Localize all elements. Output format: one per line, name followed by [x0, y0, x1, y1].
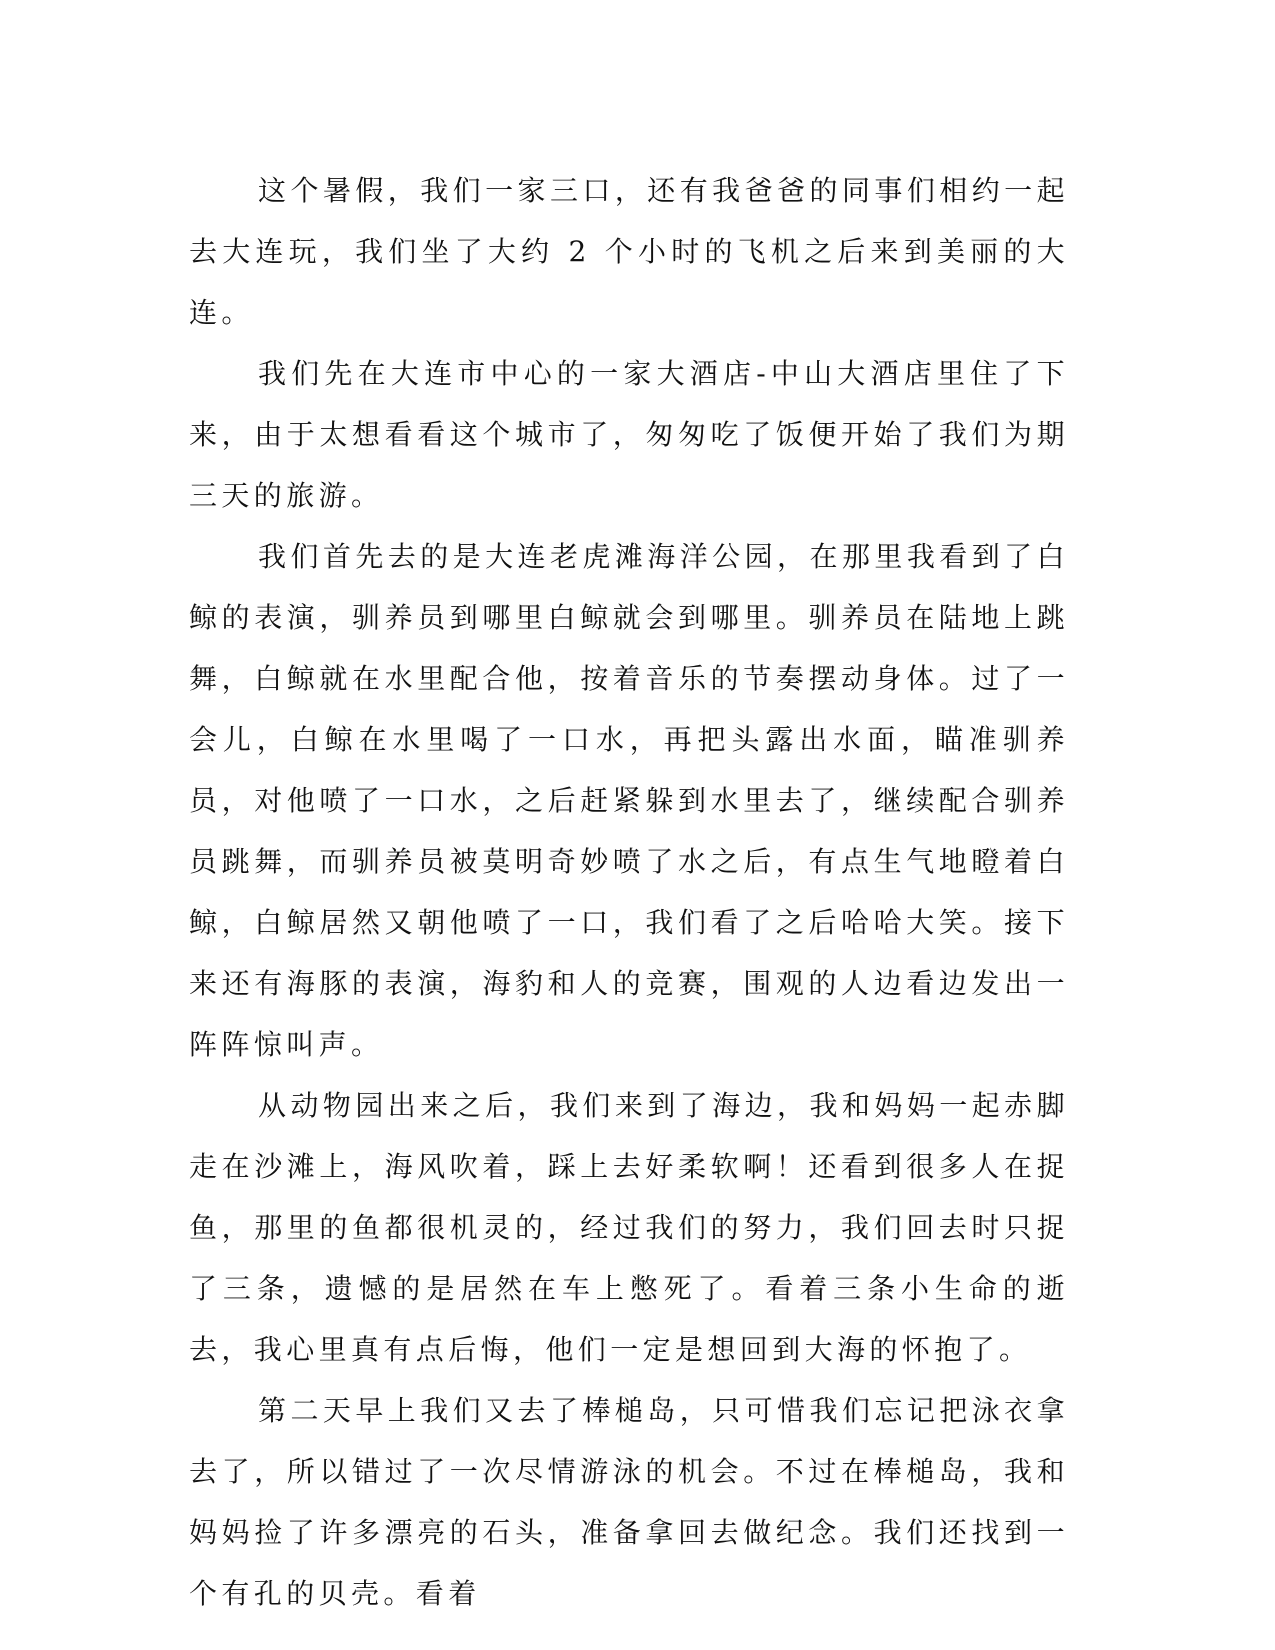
paragraph-5: 第二天早上我们又去了棒槌岛，只可惜我们忘记把泳衣拿去了，所以错过了一次尽情游泳的机会。不过在棒槌岛，我和妈妈捡了许多漂亮的石头，准备拿回去做纪念。我们还找到一个有孔的贝壳。看着: [189, 1394, 1069, 1610]
document-body: [189, 160, 1069, 1624]
paragraph-1: 这个暑假，我们一家三口，还有我爸爸的同事们相约一起去大连玩，我们坐了大约 2 个小时的飞机之后来到美丽的大连。: [189, 174, 1069, 329]
paragraph-3: 我们首先去的是大连老虎滩海洋公园，在那里我看到了白鲸的表演，驯养员到哪里白鲸就会到哪里。驯养员在陆地上跳舞，白鲸就在水里配合他，按着音乐的节奏摆动身体。过了一会儿，白鲸在水里喝了一口水，再把头露出水面，瞄准驯养员，对他喷了一口水，之后赶紧躲到水里去了，继续配合驯养员跳舞，而驯养员被莫明奇妙喷了水之后，有点生气地瞪着白鲸，白鲸居然又朝他喷了一口，我们看了之后哈哈大笑。接下来还有海豚的表演，海豹和人的竞赛，围观的人边看边发出一阵阵惊叫声。: [189, 540, 1069, 1061]
paragraph-4: 从动物园出来之后，我们来到了海边，我和妈妈一起赤脚走在沙滩上，海风吹着，踩上去好柔软啊！还看到很多人在捉鱼，那里的鱼都很机灵的，经过我们的努力，我们回去时只捉了三条，遗憾的是居然在车上憋死了。看着三条小生命的逝去，我心里真有点后悔，他们一定是想回到大海的怀抱了。: [189, 1089, 1069, 1366]
paragraph-2: 我们先在大连市中心的一家大酒店-中山大酒店里住了下来，由于太想看看这个城市了，匆匆吃了饭便开始了我们为期三天的旅游。: [189, 357, 1069, 512]
